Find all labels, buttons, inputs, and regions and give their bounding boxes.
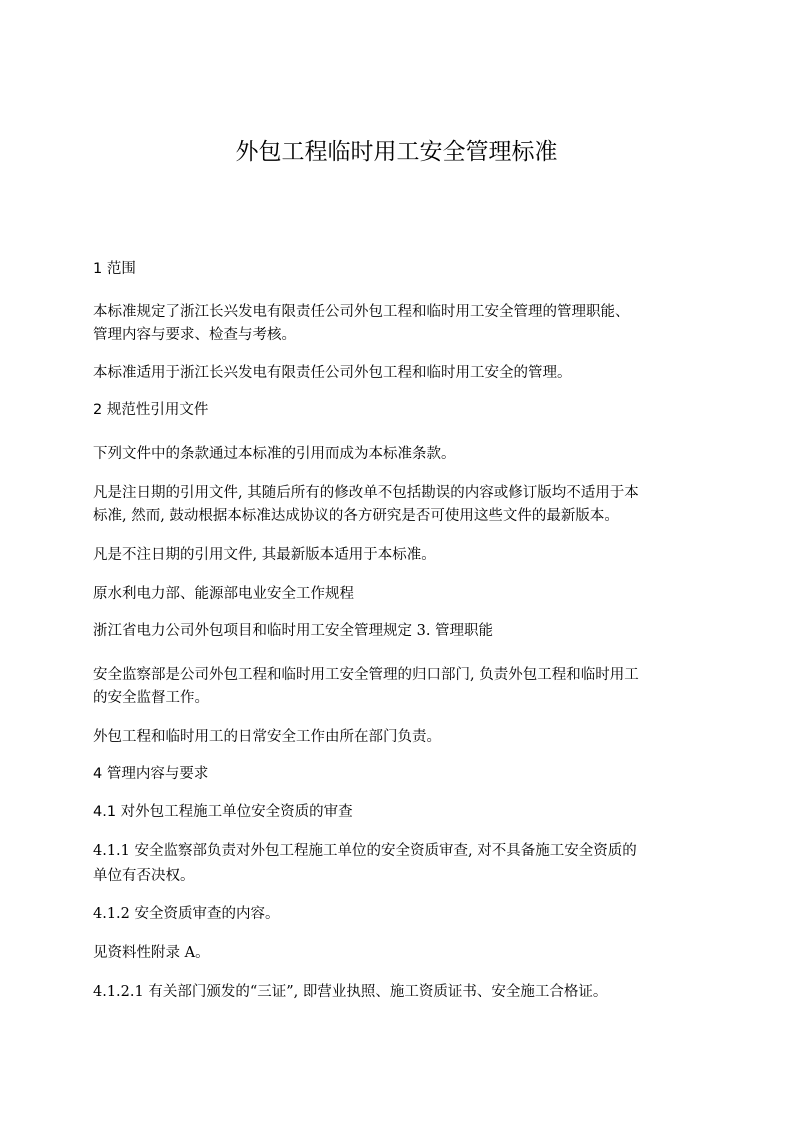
paragraph-line: 浙江省电力公司外包项目和临时用工安全管理规定 3. 管理职能 xyxy=(93,623,494,639)
paragraph-line: 外包工程和临时用工的日常安全工作由所在部门负责。 xyxy=(93,729,441,745)
section-heading-requirements: 4 管理内容与要求 xyxy=(93,766,209,782)
paragraph-line: 4.1.2.1 有关部门颁发的“三证”, 即营业执照、施工资质证书、安全施工合格证。 xyxy=(93,984,608,1000)
paragraph-line: 单位有否决权。 xyxy=(93,868,195,884)
section-heading-scope: 1 范围 xyxy=(93,261,136,277)
paragraph-line: 本标准规定了浙江长兴发电有限责任公司外包工程和临时用工安全管理的管理职能、 xyxy=(93,304,630,320)
document-title: 外包工程临时用工安全管理标准 xyxy=(235,139,558,165)
paragraph-line: 凡是注日期的引用文件, 其随后所有的修改单不包括勘误的内容或修订版均不适用于本 xyxy=(93,485,639,501)
paragraph-line: 4.1.2 安全资质审查的内容。 xyxy=(93,906,280,922)
paragraph-line: 4.1.1 安全监察部负责对外包工程施工单位的安全资质审查, 对不具备施工安全资质的 xyxy=(93,843,637,859)
paragraph-line: 标准, 然而, 鼓动根据本标准达成协议的各方研究是否可使用这些文件的最新版本。 xyxy=(93,508,619,524)
paragraph-line: 下列文件中的条款通过本标准的引用而成为本标准条款。 xyxy=(93,446,456,462)
paragraph-line: 的安全监督工作。 xyxy=(93,690,209,706)
paragraph-line: 管理内容与要求、检查与考核。 xyxy=(93,327,296,343)
paragraph-line: 凡是不注日期的引用文件, 其最新版本适用于本标准。 xyxy=(93,547,436,563)
subsection-heading: 4.1 对外包工程施工单位安全资质的审查 xyxy=(93,804,353,820)
paragraph-line: 见资料性附录 A。 xyxy=(93,945,210,961)
paragraph-line: 本标准适用于浙江长兴发电有限责任公司外包工程和临时用工安全的管理。 xyxy=(93,365,572,381)
paragraph-line: 安全监察部是公司外包工程和临时用工安全管理的归口部门, 负责外包工程和临时用工 xyxy=(93,667,639,683)
section-heading-references: 2 规范性引用文件 xyxy=(93,402,209,418)
paragraph-line: 原水利电力部、能源部电业安全工作规程 xyxy=(93,586,354,602)
